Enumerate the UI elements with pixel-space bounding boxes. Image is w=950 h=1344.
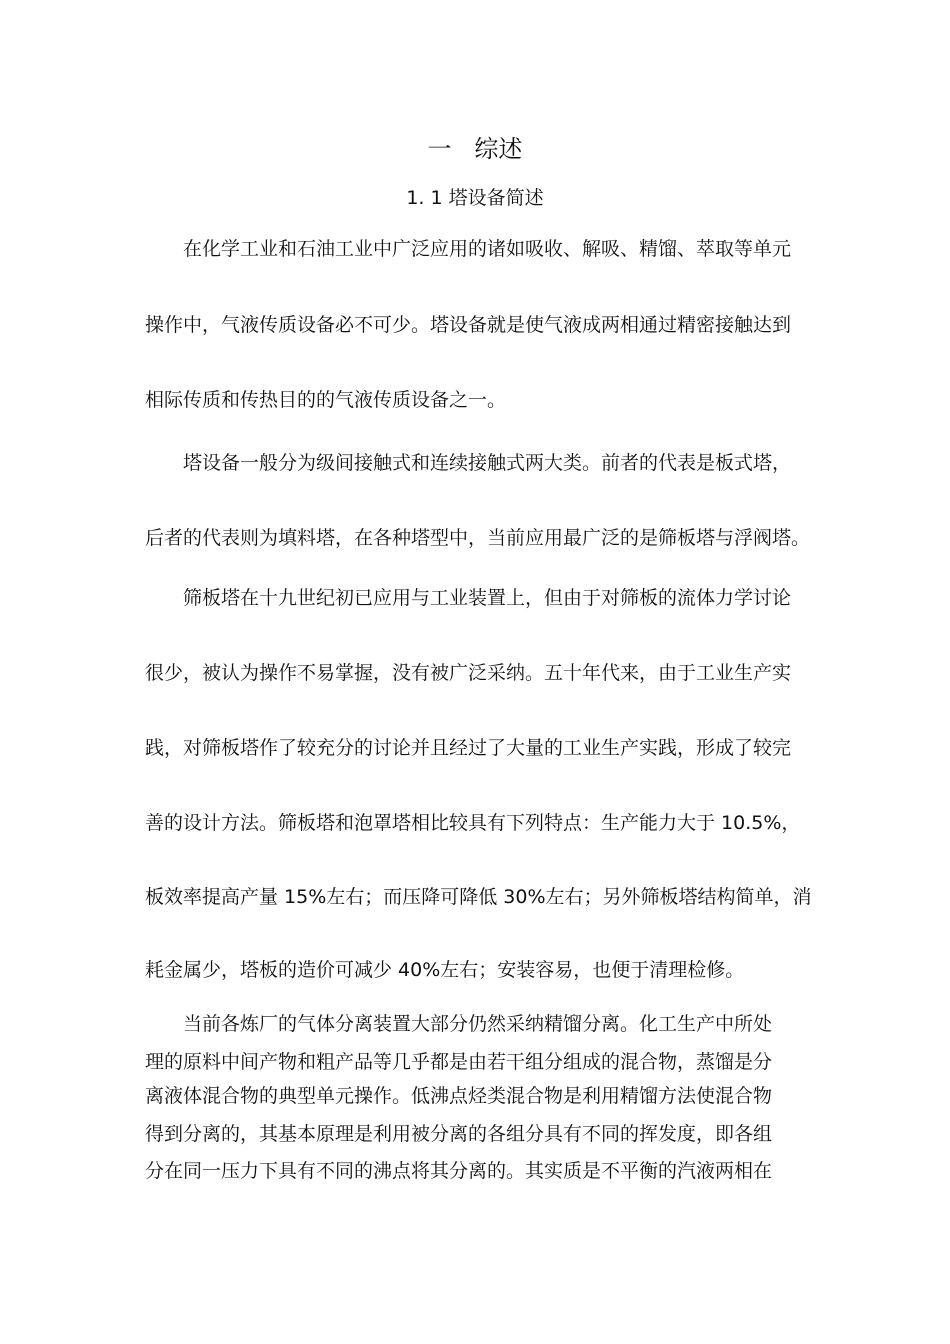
paragraph-line: 后者的代表则为填料塔，在各种塔型中，当前应用最广泛的是筛板塔与浮阀塔。 bbox=[145, 527, 811, 549]
paragraph-line: 践，对筛板塔作了较充分的讨论并且经过了大量的工业生产实践，形成了较完 bbox=[145, 737, 792, 759]
chapter-title: 一 综述 bbox=[427, 135, 523, 163]
paragraph-line: 操作中，气液传质设备必不可少。塔设备就是使气液成两相通过精密接触达到 bbox=[145, 314, 792, 336]
section-title: 1. 1 塔设备简述 bbox=[406, 187, 544, 209]
paragraph-line: 理的原料中间产物和粗产品等几乎都是由若干组分组成的混合物，蒸馏是分 bbox=[145, 1051, 773, 1073]
paragraph-line: 很少，被认为操作不易掌握，没有被广泛采纳。五十年代来，由于工业生产实 bbox=[145, 662, 792, 684]
paragraph-line: 在化学工业和石油工业中广泛应用的诸如吸收、解吸、精馏、萃取等单元 bbox=[183, 238, 792, 260]
paragraph-line: 善的设计方法。筛板塔和泡罩塔相比较具有下列特点：生产能力大于 10.5%， bbox=[145, 812, 801, 834]
paragraph-line: 板效率提高产量 15%左右；而压降可降低 30%左右；另外筛板塔结构简单，消 bbox=[145, 886, 812, 908]
paragraph-line: 当前各炼厂的气体分离装置大部分仍然采纳精馏分离。化工生产中所处 bbox=[183, 1013, 773, 1035]
paragraph-line: 筛板塔在十九世纪初已应用与工业装置上，但由于对筛板的流体力学讨论 bbox=[183, 587, 792, 609]
paragraph-line: 耗金属少，塔板的造价可减少 40%左右；安装容易，也便于清理检修。 bbox=[145, 959, 745, 981]
paragraph-line: 塔设备一般分为级间接触式和连续接触式两大类。前者的代表是板式塔， bbox=[183, 452, 792, 474]
paragraph-line: 得到分离的，其基本原理是利用被分离的各组分具有不同的挥发度，即各组 bbox=[145, 1123, 773, 1145]
paragraph-line: 分在同一压力下具有不同的沸点将其分离的。其实质是不平衡的汽液两相在 bbox=[145, 1160, 773, 1182]
paragraph-line: 离液体混合物的典型单元操作。低沸点烃类混合物是利用精馏方法使混合物 bbox=[145, 1085, 773, 1107]
paragraph-line: 相际传质和传热目的的气液传质设备之一。 bbox=[145, 389, 507, 411]
